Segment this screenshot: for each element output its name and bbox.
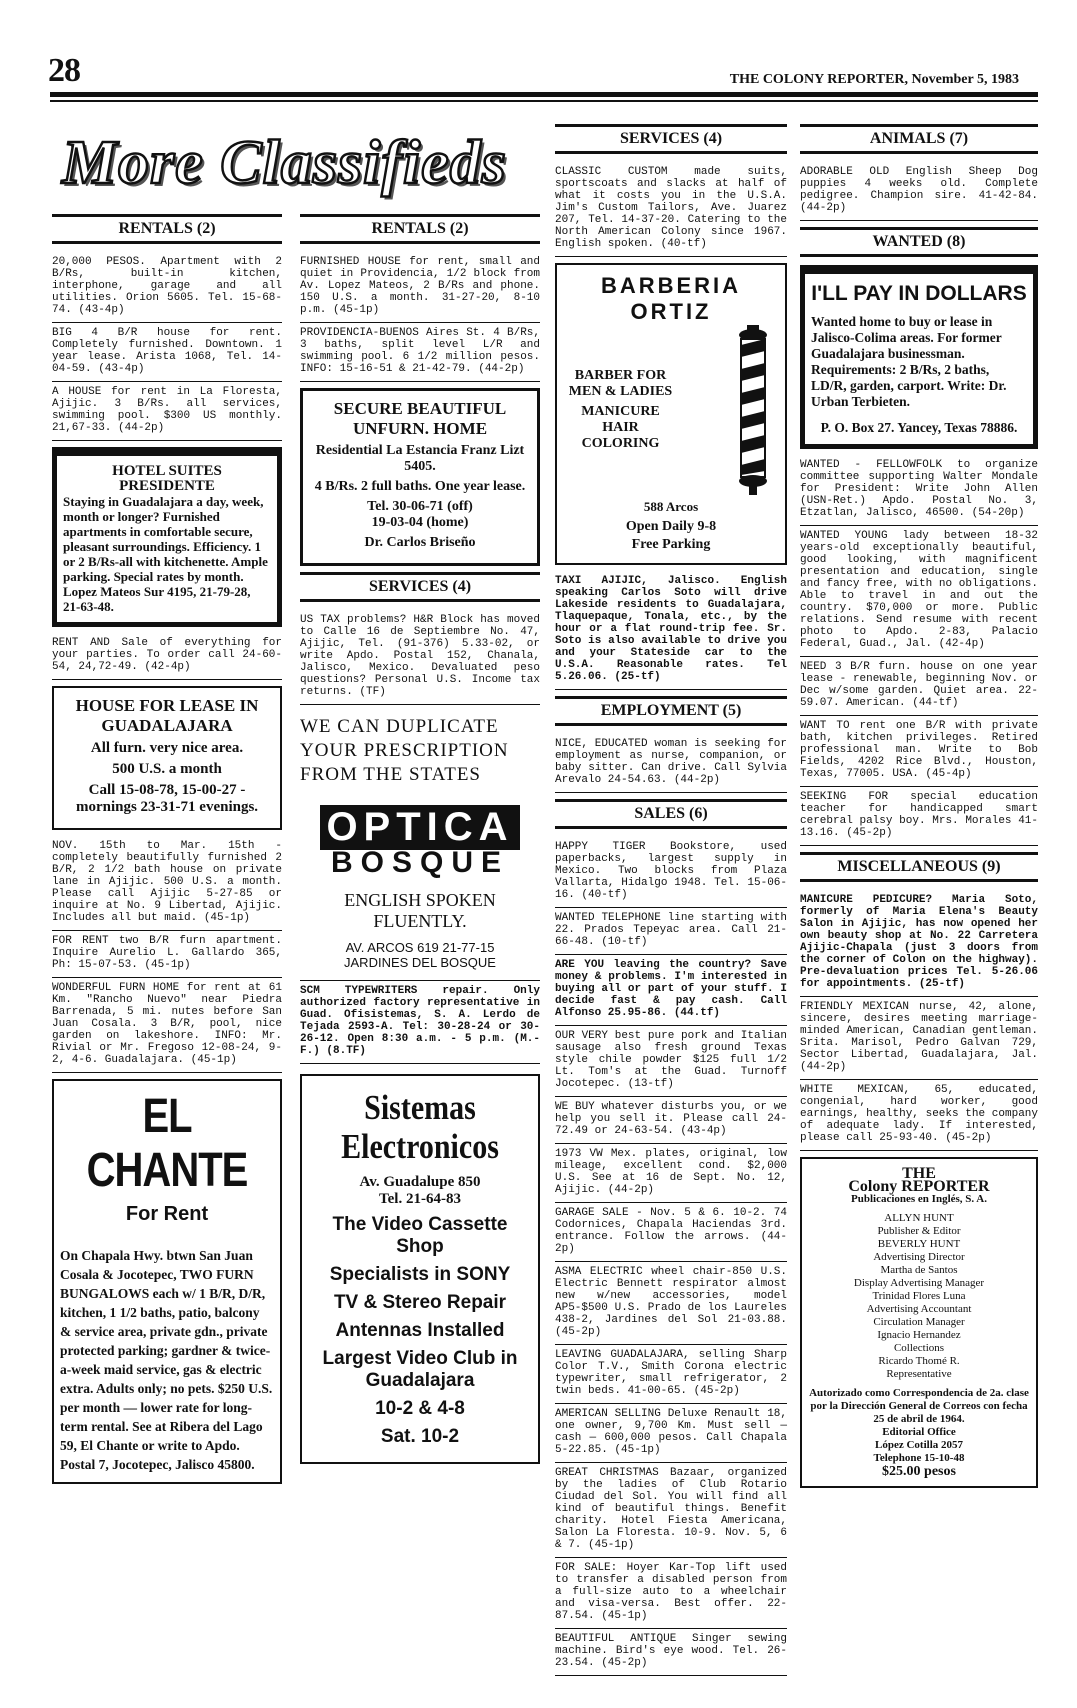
column-2 xyxy=(300,208,540,1464)
optica-address: JARDINES DEL BOSQUE xyxy=(344,955,496,970)
chante-subtitle: For Rent xyxy=(125,1203,209,1225)
classified-ad: LEAVING GUADALAJARA, selling Sharp Color T.V., Smith Corona electric typewriter, small refrigerator, 2 twin beds. 41-00-65. (45-2p) xyxy=(555,1345,787,1404)
barberia-line: 588 Arcos xyxy=(643,499,699,514)
page-number: 28 xyxy=(48,52,80,89)
colony-legal: Autorizado como Correspondencia de 2a. clase por la Dirección General de Correos con fecha 25 de abril de 1964. xyxy=(809,1387,1029,1425)
sistemas-line: The Video Cassette Shop xyxy=(332,1214,508,1257)
classified-ad: US TAX problems? H&R Block has moved to Calle 16 de Septiembre No. 47, Ajijic, Tel. (91-376) 5.33-02, or write Apdo. Postal 152, Chanala, Jalisco, Mexico. Devaluated peso questions? Personal U.S. Income tax returns. (TF) xyxy=(300,610,540,705)
sistemas-line: Largest Video Club in Guadalajara xyxy=(322,1348,518,1391)
hotel-suites-ad xyxy=(52,447,282,627)
classified-ad: WANTED YOUNG lady between 18-32 years-old exceptionally beautiful, good looking, with magnificent presentation and education, single and fancy free, with no obligations. Able to travel in and out the country. $70,000 or more. Public relations. Send resume with recent photo to Apdo. 2-83, Palacio Federal, Guad., Jal. (42-4p) xyxy=(800,526,1038,657)
classified-ad: PROVIDENCIA-BUENOS Aires St. 4 B/Rs, 3 baths, split level L/R and swimming pool. 6 1/2 million pesos. INFO: 15-16-51 & 21-42-79. (44-2p) xyxy=(300,323,540,382)
classified-ad: AMERICAN SELLING Deluxe Renault 18, one owner, 9,700 Km. Must sell — cash — 600,000 pesos. Call Chapala 5-22.85. (45-1p) xyxy=(555,1404,787,1463)
classified-ad: OUR VERY best pure pork and Italian sausage also fresh ground Texas style chile powder $125 full 1/2 Lt. Tom's at the Guad. Turnoff Jocotepec. (13-tf) xyxy=(555,1026,787,1097)
staff-line: Collections xyxy=(893,1342,945,1354)
barberia-line: MANICURE HAIR COLORING xyxy=(581,404,660,451)
hotel-title: HOTEL SUITES PRESIDENTE xyxy=(112,463,222,494)
secure-location: Residential La Estancia Franz Lizt 5405. xyxy=(315,443,525,474)
barberia-name: BARBERIA xyxy=(600,273,742,298)
secure-tel: Tel. 30-06-71 (off) xyxy=(367,499,473,514)
classified-ad: FURNISHED HOUSE for rent, small and quiet in Providencia, 1/2 block from Av. Lopez Mateos, 2 B/Rs and phone. 150 U.S. a month. 31-27-20, 8-10 p.m. (45-1p) xyxy=(300,252,540,323)
staff-line: Display Advertising Manager xyxy=(853,1277,985,1289)
staff-line: Ricardo Thomé R. xyxy=(878,1355,960,1367)
secure-name: Dr. Carlos Briseño xyxy=(364,535,476,550)
classified-ad: SEEKING FOR special education teacher for handicapped smart cerebral palsy boy. Mrs. Morales 41-13.16. (45-2p) xyxy=(800,787,1038,846)
colony-name: Colony REPORTER xyxy=(848,1178,990,1195)
barber-pole-icon xyxy=(727,325,779,495)
classified-ad: GREAT CHRISTMAS Bazaar, organized by the ladies of Club Rotario Ciudad del Sol. You will find all kind of beautiful things. Benefit charity. Hotel Fiesta Americana, Salon La Floresta. 10-9. Nov. 5, 6 & 7. (45-1p) xyxy=(555,1463,787,1558)
sistemas-tel: Tel. 21-64-83 xyxy=(379,1191,461,1207)
secure-desc: 4 B/Rs. 2 full baths. One year lease. xyxy=(314,479,526,494)
classified-ad: WHITE MEXICAN, 65, educated, congenial, hard worker, good earnings, healthy, seeks the company of adequate lady. If interested, please call 25-93-40. (45-2p) xyxy=(800,1080,1038,1151)
colony-office: López Cotilla 2057 xyxy=(875,1439,963,1451)
classified-ad: WANT TO rent one B/R with private bath, kitchen privileges. Retired professional man. Write to Bob Fields, 4202 Rice Blvd., Houston, Texas, 77005. USA. (45-4p) xyxy=(800,716,1038,787)
lease-line: 500 U.S. a month xyxy=(112,761,222,777)
hotel-body: Staying in Guadalajara a day, week, month or longer? Furnished apartments in comfortable secure, pleasant surroundings. Efficiency. 1 or 2 B/Rs-all with kitchenette. Ample parking. Special rates by month. Lopez Mateos Sur 4195, 21-79-28, 21-63-48. xyxy=(63,494,268,614)
classified-ad: NOV. 15th to Mar. 15th - completely beautifully furnished 2 B/R, 2 1/2 bath house on private lane in Ajijic. 500 U.S. a month. Please call Ajijic 5-27-85 or inquire at No. 9 Libertad, Ajijic. Includes all but maid. (45-1p) xyxy=(52,836,282,931)
page-title: More Classifieds xyxy=(62,129,507,197)
misc-heading: MISCELLANEOUS (9) xyxy=(800,852,1038,882)
classified-ad: FOR RENT two B/R furn apartment. Inquire Aurelio L. Gallardo 365, Ph: 15-07-53. (45-1p) xyxy=(52,931,282,978)
colony-the: THE xyxy=(902,1165,936,1182)
dollars-body: Wanted home to buy or lease in Jalisco-Colima areas. For former Guadalajara businessman. Requirements: 2 B/Rs, 2 baths, LD/R, garden, carport. Write: Dr. Urban Terbieten. xyxy=(811,314,1007,409)
dollars-address: P. O. Box 27. Yancey, Texas 78886. xyxy=(820,420,1018,435)
secure-tel: 19-03-04 (home) xyxy=(371,515,469,530)
rentals-heading: RENTALS (2) xyxy=(52,214,282,244)
masthead: THE COLONY REPORTER, November 5, 1983 xyxy=(729,72,1019,87)
optica-bosque-ad xyxy=(300,715,540,970)
optica-logo-top: OPTICA xyxy=(320,805,519,850)
barberia-line: Free Parking xyxy=(631,537,711,552)
secure-title: SECURE BEAUTIFUL UNFURN. HOME xyxy=(333,399,507,438)
optica-logo-bottom: BOSQUE xyxy=(330,846,510,879)
colony-office: Editorial Office xyxy=(882,1426,956,1438)
staff-line: Representative xyxy=(886,1368,952,1380)
classified-ad: FRIENDLY MEXICAN nurse, 42, alone, sincere, desires meeting marriage-minded American, Canadian gentleman. Srita. Marisol, Pedro Galvan 729, Sector Libertad, Guadalajara, Jal. (44-2p) xyxy=(800,997,1038,1080)
classified-ad: WONDERFUL FURN HOME for rent at 61 Km. "Rancho Nuevo" near Piedra Barrenada, 5 mi. nutes before San Juan Cosala. 3 B/R, pool, nice garden on lakeshore. INFO: Mr. Rivial or Mr. Fregoso 12-08-24, 9-2, 4-6. Guadalajara. (45-1p) xyxy=(52,978,282,1073)
optica-english: ENGLISH SPOKEN FLUENTLY. xyxy=(344,890,496,931)
classified-ad: WANTED TELEPHONE line starting with 22. Prados Tepeyac area. Call 21-66-48. (10-tf) xyxy=(555,908,787,955)
staff-line: BEVERLY HUNT xyxy=(877,1238,961,1250)
sales-heading: SALES (6) xyxy=(555,799,787,829)
colony-office: Telephone 15-10-48 xyxy=(873,1452,965,1464)
services-heading: SERVICES (4) xyxy=(300,572,540,602)
classified-ad: A HOUSE for rent in La Floresta, Ajijic. 3 B/Rs. all services, swimming pool. $300 US monthly. 21,67-33. (44-2p) xyxy=(52,382,282,441)
sistemas-line: TV & Stereo Repair xyxy=(333,1292,507,1313)
classified-ad: ASMA ELECTRIC wheel chair-850 U.S. Electric Bennett respirator almost new w/new accessories, model AP5-$500 U.S. Prado de los Laureles 438-2, Jardines del Sol 21-03.88. (45-2p) xyxy=(555,1262,787,1345)
sistemas-line: Antennas Installed xyxy=(335,1320,505,1341)
staff-line: Advertising Director xyxy=(873,1251,965,1263)
classified-ad: ADORABLE OLD English Sheep Dog puppies 4 weeks old. Complete pedigree. Champion sire. 41-42-84. (44-2p) xyxy=(800,162,1038,221)
classified-ad: 1973 VW Mex. plates, original, low mileage, excellent cond. $2,000 U.S. See at 16 de Sept. No. 12, Ajijic. (44-2p) xyxy=(555,1144,787,1203)
classified-ad: HAPPY TIGER Bookstore, used paperbacks, largest supply in Mexico. Two blocks from Plaza Vallarta, Hidalgo 1948. Tel. 15-06-16. (40-tf) xyxy=(555,837,787,908)
classified-ad: NEED 3 B/R furn. house on one year lease - renewable, beginning Nov. or Dec w/some garden. Quiet area. 22-59.07. American. (44-tf) xyxy=(800,657,1038,716)
classified-ad: TAXI AJIJIC, Jalisco. English speaking Carlos Soto will drive Lakeside residents to Guadalajara, Tlaquepaque, Tonala, etc., by the hour or a flat round-trip fee. Sr. Soto is also available to drive you and your Stateside car to the U.S.A. Reasonable rates. Tel 5.26.06. (25-tf) xyxy=(555,571,787,690)
el-chante-ad xyxy=(52,1079,282,1484)
services-heading: SERVICES (4) xyxy=(555,124,787,154)
colony-price: $25.00 pesos xyxy=(882,1464,956,1479)
optica-duplicate: WE CAN DUPLICATE YOUR PRESCRIPTION FROM THE STATES xyxy=(300,716,509,785)
column-3 xyxy=(555,118,787,1676)
lease-line: Call 15-08-78, 15-00-27 - mornings 23-31-71 evenings. xyxy=(75,782,259,815)
house-lease-ad xyxy=(52,686,282,830)
sistemas-line: 10-2 & 4-8 xyxy=(375,1398,465,1419)
barberia-text xyxy=(563,364,678,456)
staff-line: Trinidad Flores Luna xyxy=(872,1290,966,1302)
barberia-line: Open Daily 9-8 xyxy=(625,519,717,534)
secure-home-ad xyxy=(300,388,540,566)
wanted-heading: WANTED (8) xyxy=(800,227,1038,257)
classified-ad: CLASSIC CUSTOM made suits, sportscoats and slacks at half of what it costs you in the U.S.A. Jim's Custom Tailors, Ave. Juarez 207, Tel. 14-37-20. Catering to the North American Colony since 1967. English spoken. (40-tf) xyxy=(555,162,787,257)
chante-title: EL CHANTE xyxy=(86,1090,248,1197)
barberia-name: ORTIZ xyxy=(630,299,712,324)
colony-publisher: Publicaciones en Inglés, S. A. xyxy=(851,1193,987,1205)
staff-line: Ignacio Hernandez xyxy=(877,1329,961,1341)
sistemas-address: Av. Guadalupe 850 xyxy=(359,1174,481,1190)
optica-logo xyxy=(300,805,540,880)
chante-body: On Chapala Hwy. btwn San Juan Cosala & Jocotepec, TWO FURN BUNGALOWS each w/ 1 B/R, D/R, kitchen, 1 1/2 baths, patio, balcony & service area, private gdn., private protected parking; gardner & twice-a-week maid service, gas & electric extra. Adults only; no pets. $250 U.S. per month — lower rate for long-term rental. See at Ribera del Lago 59, El Chante or write to Apdo. Postal 7, Jocotepec, Jalisco 45800. xyxy=(60,1248,273,1472)
colony-reporter-box xyxy=(800,1157,1038,1488)
barberia-ortiz-ad xyxy=(555,263,787,565)
pay-dollars-ad xyxy=(800,265,1038,449)
lease-title: HOUSE FOR LEASE IN GUADALAJARA xyxy=(75,696,259,735)
classified-ad: NICE, EDUCATED woman is seeking for employment as nurse, companion, or baby sitter. Can drive. Call Sylvia Arevalo 24-54.63. (44-2p) xyxy=(555,734,787,793)
lease-line: All furn. very nice area. xyxy=(90,740,244,756)
classified-ad: RENT AND Sale of everything for your parties. To order call 24-60-54, 24,72-49. (42-4p) xyxy=(52,633,282,680)
rentals-heading: RENTALS (2) xyxy=(300,214,540,244)
barberia-body xyxy=(563,325,779,495)
employment-heading: EMPLOYMENT (5) xyxy=(555,696,787,726)
staff-line: Circulation Manager xyxy=(873,1316,965,1328)
classified-ad: ARE YOU leaving the country? Save money & problems. I'm interested in buying all or part of your stuff. I decide fast & pay cash. Call Alfonso 25.95-86. (44.tf) xyxy=(555,955,787,1026)
animals-heading: ANIMALS (7) xyxy=(800,124,1038,154)
sistemas-line: Sat. 10-2 xyxy=(380,1426,460,1447)
classified-ad: FOR SALE: Hoyer Kar-Top lift used to transfer a disabled person from a full-size auto to a wheelchair and visa-versa. Best offer. 22-87.54. (45-1p) xyxy=(555,1558,787,1629)
top-rule-thin xyxy=(50,100,1038,102)
column-4 xyxy=(800,118,1038,1494)
classified-ad: GARAGE SALE - Nov. 5 & 6. 10-2. 74 Codornices, Chapala Haciendas 3rd. entrance. Follow the arrows. (44-2p) xyxy=(555,1203,787,1262)
column-1 xyxy=(52,208,282,1490)
staff-line: Advertising Accountant xyxy=(866,1303,972,1315)
classified-ad: BEAUTIFUL ANTIQUE Singer sewing machine. Bird's eye wood. Tel. 26-23.54. (45-2p) xyxy=(555,1629,787,1676)
sistemas-title: Sistemas Electronicos xyxy=(341,1088,499,1166)
classified-ad: MANICURE PEDICURE? Maria Soto, formerly of Maria Elena's Beauty Salon in Ajijic, has now opened her own beauty shop at No. 22 Carretera Ajijic-Chapala (just 3 doors from the corner of Colon on the highway). Pre-devaluation prices Tel. 5-26.06 for appointments. (25-tf) xyxy=(800,890,1038,997)
sistemas-ad xyxy=(300,1074,540,1464)
dollars-title: I'LL PAY IN DOLLARS xyxy=(811,282,1027,305)
optica-address: AV. ARCOS 619 21-77-15 xyxy=(345,940,495,955)
classified-ad: WE BUY whatever disturbs you, or we help you sell it. Please call 24-72.49 or 24-63-54. (43-4p) xyxy=(555,1097,787,1144)
classified-ad: WANTED - FELLOWFOLK to organize committee supporting Walter Mondale for President: Write John Allen (USN-Ret.) Apdo. Postal No. 3, Etzatlan, Jalisco, 46500. (54-20p) xyxy=(800,455,1038,526)
barberia-line: BARBER FOR MEN & LADIES xyxy=(568,368,673,399)
classified-ad: BIG 4 B/R house for rent. Completely furnished. Downtown. 1 year lease. Arista 1068, Tel. 14-04-59. (43-4p) xyxy=(52,323,282,382)
classified-ad: 20,000 PESOS. Apartment with 2 B/Rs, built-in kitchen, interphone, garage and all utilities. Orion 5605. Tel. 15-68-74. (43-4p) xyxy=(52,252,282,323)
classified-ad: SCM TYPEWRITERS repair. Only authorized factory representative in Guad. Ofisistemas, S. A. Lerdo de Tejada 2593-A. Tel: 30-28-24 or 30-26-12. Open 8:30 a.m. - 5 p.m. (M.-F.) (8.TF) xyxy=(300,980,540,1064)
staff-line: ALLYN HUNT xyxy=(884,1212,954,1224)
sistemas-line: Specialists in SONY xyxy=(329,1264,511,1285)
staff-line: Publisher & Editor xyxy=(877,1225,961,1237)
top-rule xyxy=(50,92,1038,97)
staff-line: Martha de Santos xyxy=(880,1264,958,1276)
